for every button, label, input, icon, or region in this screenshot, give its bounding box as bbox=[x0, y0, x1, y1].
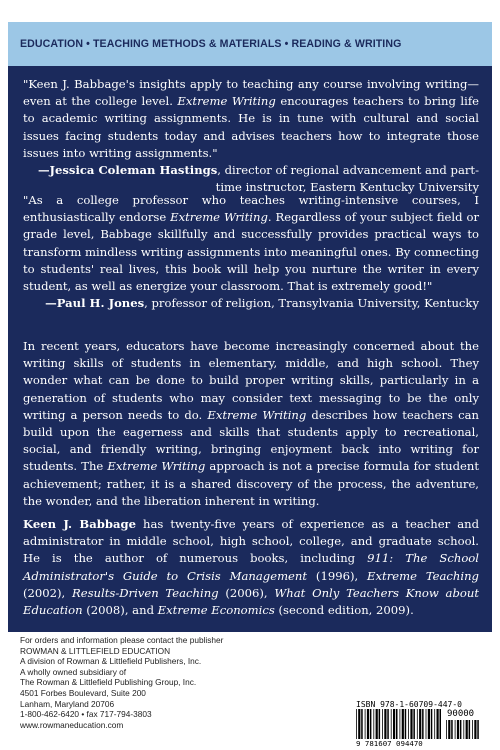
endorsement-1-text: "Keen J. Babbage's insights apply to teaching any course involving writing—even at the college level. Extreme Writing encourages teachers to bring life to academic writing assignments. He is in tune with cultural and social issues facing students today and advises teachers how to integrate those issues into writing assignments." bbox=[23, 77, 479, 160]
bottom-section bbox=[0, 632, 500, 750]
isbn-label: ISBN 978-1-60709-447-0 bbox=[356, 700, 462, 709]
cover-panel bbox=[8, 22, 492, 632]
publisher-line: The Rowman & Littlefield Publishing Group, Inc. bbox=[20, 677, 197, 688]
endorser-role: , professor of religion, Transylvania University, Kentucky bbox=[144, 296, 479, 311]
book-description-text: In recent years, educators have become increasingly concerned about the writing skills of students in elementary, middle, and high school. They wonder what can be done to build proper writing skills, particularly in a generation of students who may consider text messaging to be the only writing a person needs to do. Extreme Writing describes how teachers can build upon the eagerness and skills that students apply to recreational, social, and friendly writing, bringing enjoyment back into writing for students. The Extreme Writing approach is not a precise formula for student achievement; rather, it is a shared discovery of the process, the adventure, the wonder, and the liberation inherent in writing. bbox=[23, 339, 479, 508]
publisher-line: A division of Rowman & Littlefield Publishers, Inc. bbox=[20, 656, 202, 667]
endorser-role: , director of regional advancement and part-time instructor, Eastern Kentucky University bbox=[215, 163, 479, 195]
publisher-line: For orders and information please contact the publisher bbox=[20, 635, 224, 645]
price-code: 90000 bbox=[447, 709, 475, 719]
endorsement-2 bbox=[23, 192, 479, 312]
book-description bbox=[23, 338, 479, 510]
endorser-name: —Jessica Coleman Hastings bbox=[37, 163, 218, 178]
publisher-line: 4501 Forbes Boulevard, Suite 200 bbox=[20, 687, 146, 698]
price-barcode-icon bbox=[446, 720, 480, 739]
endorsement-2-attribution bbox=[23, 295, 479, 312]
barcode-digits: 9 781607 094470 bbox=[356, 739, 423, 748]
top-margin bbox=[0, 0, 500, 22]
barcode-icon bbox=[356, 709, 442, 739]
author-bio-text: Keen J. Babbage has twenty-five years of experience as a teacher and administrator in middle school, high school, college, and graduate school. He is the author of numerous books, including 911: The School Administrator's Guide to Crisis Management (1996), Extreme Teaching (2002), Results-Driven Teaching (2006), What Only Teachers Know about Education (2008), and Extreme Economics (second edition, 2009). bbox=[23, 517, 479, 618]
barcode-area bbox=[356, 700, 482, 748]
publisher-line: ROWMAN & LITTLEFIELD EDUCATION bbox=[20, 645, 171, 656]
publisher-info bbox=[20, 635, 223, 730]
publisher-line: www.rowmaneducation.com bbox=[20, 719, 124, 730]
author-bio bbox=[23, 516, 479, 619]
publisher-line: Lanham, Maryland 20706 bbox=[20, 698, 115, 709]
subject-bar: EDUCATION • TEACHING METHODS & MATERIALS • READING & WRITING bbox=[8, 22, 492, 66]
endorser-name: —Paul H. Jones bbox=[45, 296, 145, 311]
endorsement-2-text: "As a college professor who teaches writing-intensive courses, I enthusiastically endorse Extreme Writing. Regardless of your subject field or grade level, Babbage skillfully and successfully provides practical ways to transform mindless writing assignments into meaningful ones. By connecting to students' real lives, this book will help you nurture the writer in every student, as well as energize your classroom. That is extremely good!" bbox=[23, 193, 479, 294]
endorsement-1 bbox=[23, 76, 479, 196]
publisher-line: 1-800-462-6420 • fax 717-794-3803 bbox=[20, 709, 152, 720]
publisher-line: A wholly owned subsidiary of bbox=[20, 666, 127, 677]
